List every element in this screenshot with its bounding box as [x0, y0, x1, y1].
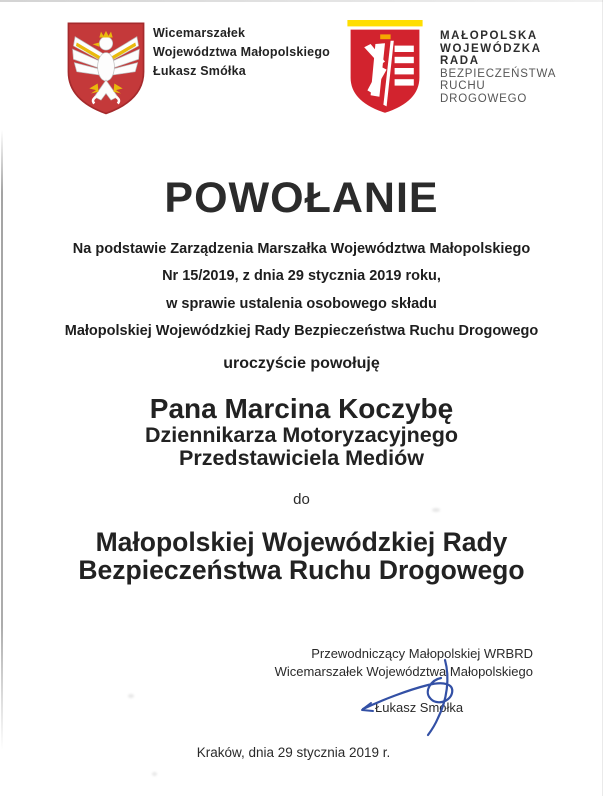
council-name-line: MAŁOPOLSKA: [440, 30, 538, 42]
sender-line: Łukasz Smółka: [153, 64, 246, 78]
signatory-title-line: Przewodniczący Małopolskiej WRBRD: [311, 646, 533, 661]
appointee-role: Przedstawiciela Mediów: [179, 446, 424, 470]
council-wordmark: [440, 30, 556, 105]
organization-name-line: Małopolskiej Wojewódzkiej Rady: [95, 527, 508, 557]
scan-smudge: [432, 508, 440, 512]
sender-line: Wicemarszałek: [153, 26, 246, 40]
document-title: POWOŁANIE: [164, 174, 439, 222]
legal-basis-line: Na podstawie Zarządzenia Marszałka Województwa Małopolskiego: [72, 241, 531, 257]
appointee-name: Pana Marcina Koczybę: [149, 393, 454, 424]
council-name-line: BEZPIECZEŃSTWA: [440, 67, 557, 80]
appointment-phrase: uroczyście powołuję: [223, 355, 380, 372]
place-and-date: Kraków, dnia 29 stycznia 2019 r.: [196, 745, 391, 760]
sender-identity: [153, 24, 330, 81]
legal-basis-line: w sprawie ustalenia osobowego składu: [166, 296, 437, 312]
legal-basis-line: Małopolskiej Wojewódzkiej Rady Bezpieczeństwa Ruchu Drogowego: [64, 323, 539, 339]
appointee-role: Dziennikarza Motoryzacyjnego: [144, 423, 459, 447]
council-name-line: DROGOWEGO: [440, 92, 528, 105]
sender-line: Województwa Małopolskiego: [153, 45, 331, 59]
signatory-titles: [275, 645, 533, 681]
signatory-title-line: Wicemarszałek Województwa Małopolskiego: [274, 664, 533, 679]
scan-edge-top: [0, 0, 603, 2]
legal-basis-line: Nr 15/2019, z dnia 29 stycznia 2019 roku,: [162, 268, 441, 284]
signatory-name: Łukasz Smółka: [375, 700, 464, 715]
scan-smudge: [128, 694, 134, 698]
council-name-line: RADA: [440, 55, 480, 67]
council-name-line: WOJEWÓDZKA: [440, 42, 542, 55]
scan-smudge: [152, 772, 157, 776]
organization-name-line: Bezpieczeństwa Ruchu Drogowego: [78, 555, 525, 585]
malopolska-crest-icon: [64, 20, 148, 116]
wrbrd-logo-icon: [345, 20, 425, 120]
preposition-do: do: [293, 491, 310, 508]
council-name-line: RUCHU: [440, 80, 486, 92]
